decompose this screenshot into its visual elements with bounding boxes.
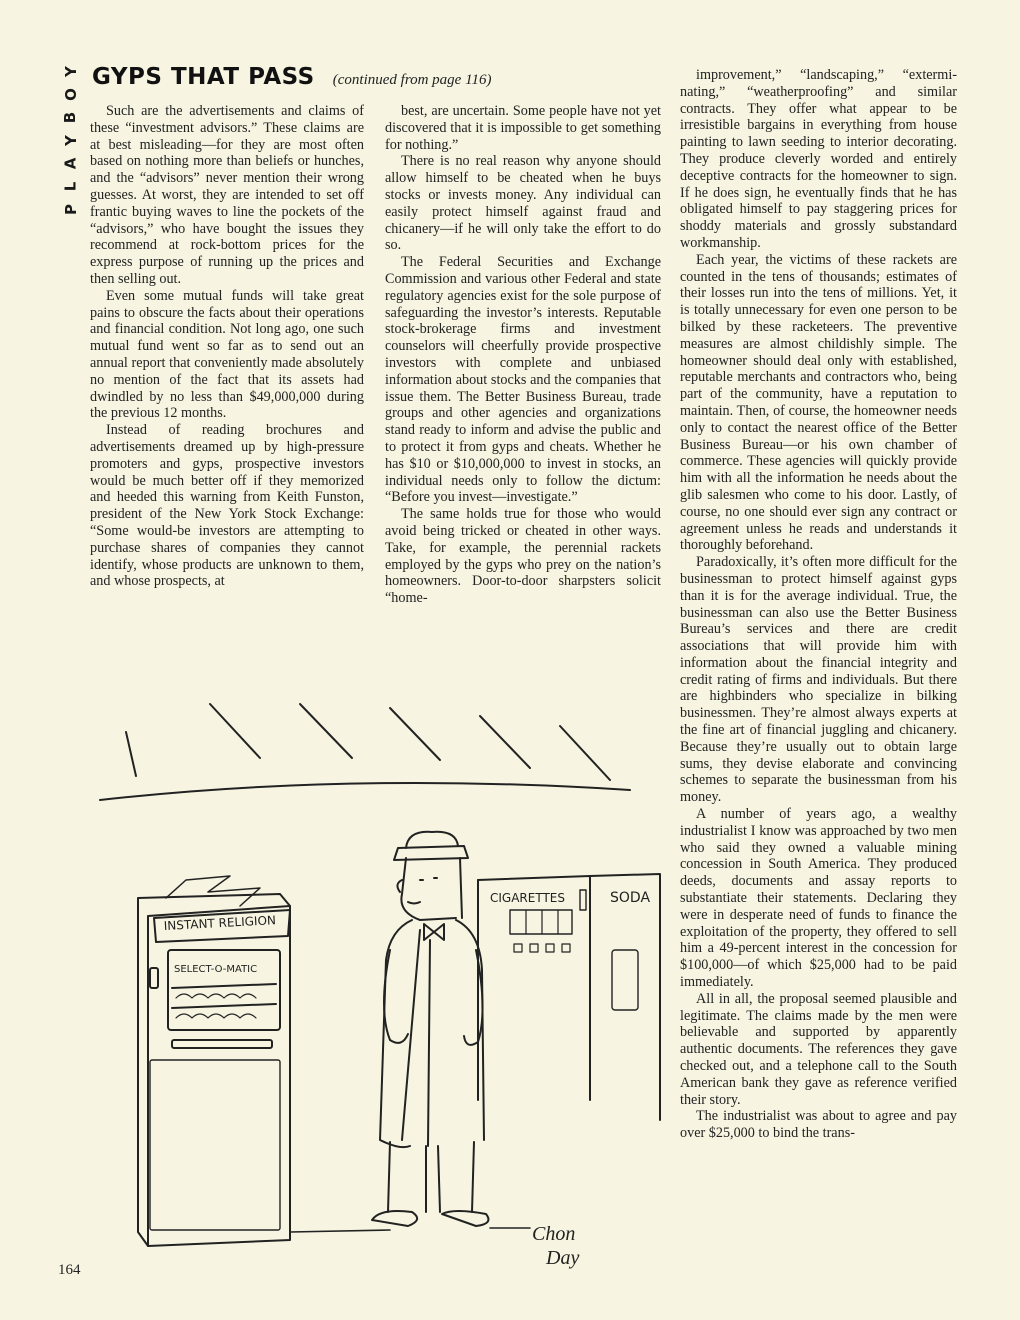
cartoon-illustration (90, 680, 665, 1280)
paragraph: There is no real reason why anyone should allow himself to be cheated when he buys stocks or invests money. Any individual can easily protect himself against fraud and chicanery—if he will only take the effort to do so. (385, 153, 661, 254)
headline-continued-note: (continued from page 116) (332, 72, 492, 88)
text-column-1 (90, 103, 364, 590)
magazine-letter: L (61, 181, 80, 192)
magazine-letter: Y (61, 135, 80, 146)
cigarettes-sign-text: CIGARETTES (490, 891, 565, 905)
headline-title: GYPS THAT PASS (92, 64, 315, 90)
paragraph: Instead of reading brochures and advertisements dreamed up by high-pressure promoters and gyps, prospective investors would be much better off if they memorized and heeded this warning from Keith Funston, president of the New York Stock Exchange: “Some would-be investors are attempting to purchase shares of companies they cannot identify, whose products are unknown to them, and whose prospects, at (90, 422, 364, 590)
artist-signature-line-2: Day (546, 1247, 580, 1269)
magazine-letter: P (61, 204, 80, 215)
article-headline (92, 64, 491, 90)
magazine-letter: B (61, 111, 80, 124)
instant-religion-machine (138, 876, 290, 1246)
paragraph: The Federal Securities and Exchange Commission and various other Federal and state regulatory agencies exist for the sole purpose of safeguarding the investor’s interests. Reputable stock-brokerage firms and investment counselors will cheerfully provide prospective investors with complete and unbiased information about stocks and the companies that issue them. The Better Business Bureau, trade groups and other agencies and organizations stand ready to inform and advise the public and to protect it from gyps and cheats. Whether he has $10 or $10,000,000 to invest in stocks, an individual needs only to follow the dictum: “Before you invest—investigate.” (385, 254, 661, 506)
paragraph: The same holds true for those who would avoid being tricked or cheated in other ways. Take, for example, the perennial rackets employed by the gyps who prey on the nation’s homeowners. Door-to-door sharpsters solicit “home- (385, 506, 661, 607)
cigarette-soda-machines (478, 874, 660, 1120)
magazine-letter: A (61, 157, 80, 170)
man-figure (372, 832, 488, 1226)
paragraph: improvement,” “landscaping,” “exterminating,” “weatherproofing” and similar contracts. They offer what appear to be irresistible bargains in everything from house painting to lawn seeding to interior decorating. They produce cleverly worded and entirely deceptive contracts for the homeowner to sign. If he does sign, he eventually finds that he has obligated himself to pay staggering prices for shoddy materials and grossly substandard workmanship. (680, 67, 957, 251)
ground-line (290, 1228, 530, 1232)
soda-sign-text: SODA (610, 890, 651, 906)
artist-signature-line-1: Chon (532, 1223, 576, 1245)
text-column-3 (680, 67, 957, 1142)
paragraph: Each year, the victims of these rackets are counted in the tens of thousands; estimates of their losses run into the tens of millions. Yet, it is totally unnecessary for even one person to be bilked by these racketeers. The preventive measures are almost childishly simple. The homeowner should deal only with established, reputable merchants and contractors who, being part of the community, have a reputation to maintain. Then, of course, the homeowner needs only to contact the nearest office of the Better Business Bureau—or his own chamber of commerce. These agencies will quickly provide him with all the information he needs about the glib salesmen who come to his door. Lastly, of course, no one should ever sign any contract or agreement unless he reads and understands it thoroughly beforehand. (680, 251, 957, 554)
paragraph: A number of years ago, a wealthy industrialist I know was approached by two men who said they owned a valuable mining concession in South America. They produced deeds, documents and assay reports to substantiate their statements. Declaring they were in desperate need of funds to finance the exploitation of the property, they offered to sell him a 49-percent interest in the concession for $100,000—of which $25,000 had to be paid immediately. (680, 806, 957, 991)
magazine-letter: Y (61, 66, 80, 77)
text-column-2 (385, 103, 661, 607)
magazine-letter: O (61, 88, 80, 101)
machine-label-text: SELECT-O-MATIC (174, 964, 258, 975)
paragraph: Such are the advertisements and claims of these “investment advisors.” These claims are at best misleading—for they are most often based on nothing more than beliefs or hunches, and the “advisors” never mention their wrong guesses. At worst, they are intended to set off frantic buying waves to line the pockets of the “advisors,” who have bought the issues they recommend at rock-bottom prices for the express purpose of running up the prices and then selling out. (90, 103, 364, 287)
paragraph: Paradoxically, it’s often more difficult for the businessman to protect himself against gyps than it is for the average individual. True, the businessman can also use the Better Business Bureau’s services and there are credit associations that will provide him with information about the financial integrity and credit rating of firms and individuals. But there are highbinders who specialize in bilking businessmen. They’re almost always experts at the fine art of financial juggling and chicanery. Because they’re usually out to obtain large sums, they devise elaborate and convincing schemes to separate the businessman from his money. (680, 554, 957, 806)
awning-lines (100, 704, 630, 800)
magazine-name-vertical (58, 60, 84, 221)
paragraph: Even some mutual funds will take great pains to obscure the facts about their operations and financial condition. Not long ago, one such mutual fund went so far as to send out an annual report that conveniently made absolutely no mention of the fact that its assets had dwindled by no less than $49,000,000 during the previous 12 months. (90, 287, 364, 422)
machine-sign-text: INSTANT RELIGION (163, 913, 277, 933)
paragraph: best, are uncertain. Some people have not yet discovered that it is impossible to get something for nothing.” (385, 103, 661, 153)
paragraph: All in all, the proposal seemed plausible and legitimate. The claims made by the men were believable and supported by apparently authentic documents. The references they gave checked out, and a telephone call to the South American bank they gave as reference verified their story. (680, 990, 957, 1108)
paragraph: The industrialist was about to agree and pay over $25,000 to bind the trans- (680, 1108, 957, 1142)
page-number: 164 (58, 1262, 81, 1278)
